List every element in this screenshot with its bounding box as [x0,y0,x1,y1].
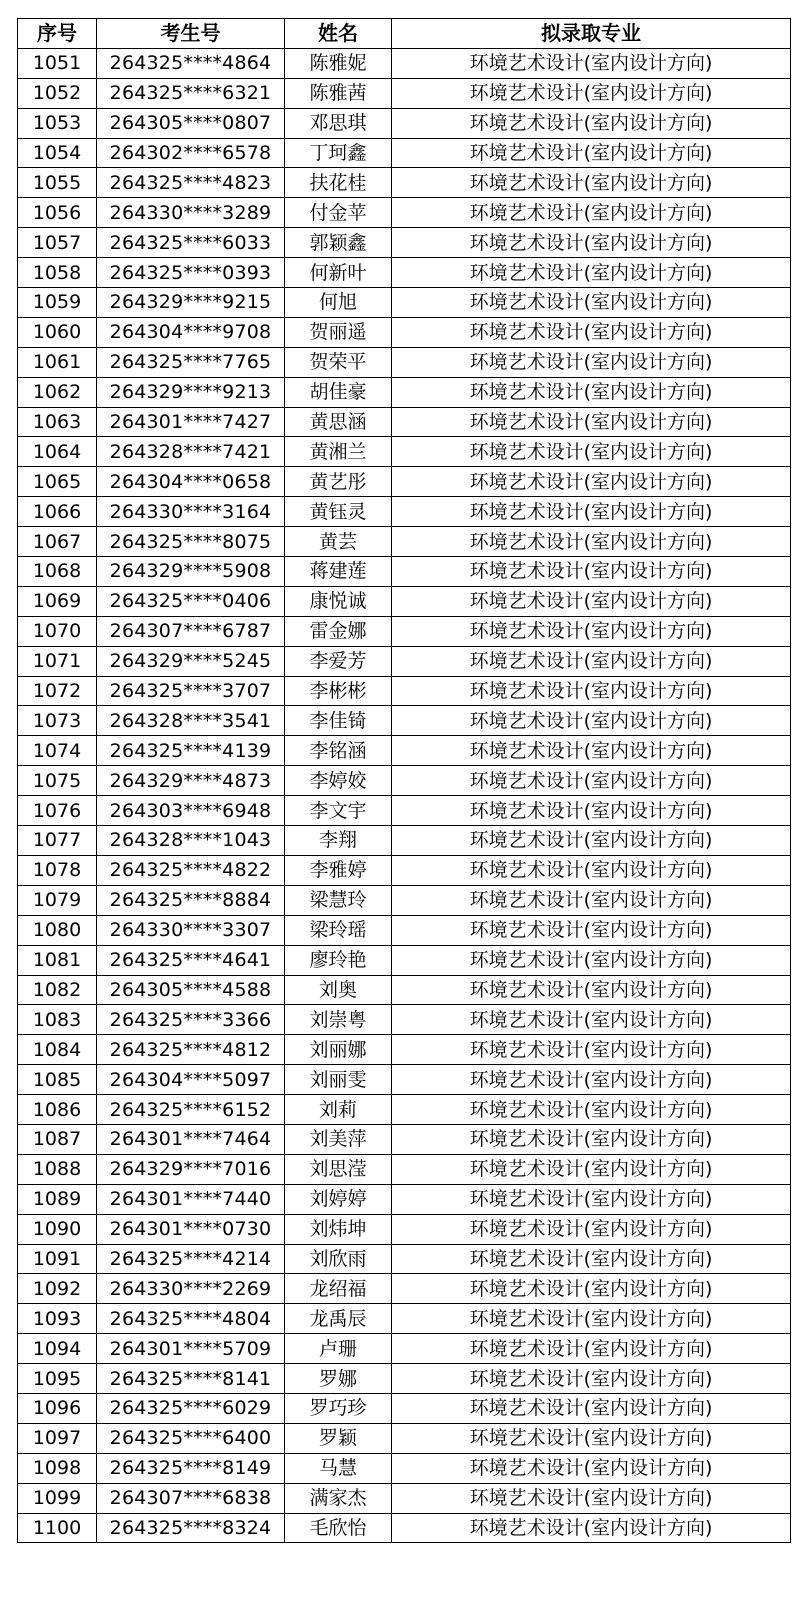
major-cell: 环境艺术设计(室内设计方向) [392,407,791,437]
student-name-cell: 邓思琪 [285,108,392,138]
major-cell: 环境艺术设计(室内设计方向) [392,646,791,676]
candidate-number-cell: 264329****4873 [97,766,285,796]
student-name-cell: 毛欣怡 [285,1513,392,1543]
candidate-number-cell: 264329****5908 [97,557,285,587]
student-name-cell: 何新叶 [285,258,392,288]
table-row [18,1513,791,1543]
table-header [18,19,791,49]
student-name-cell: 李翔 [285,826,392,856]
table-row [18,198,791,228]
table-row [18,437,791,467]
header-serial-number: 序号 [18,19,97,49]
table-row [18,1364,791,1394]
candidate-number-cell: 264325****8075 [97,527,285,557]
serial-number-cell: 1091 [18,1244,97,1274]
serial-number-cell: 1098 [18,1453,97,1483]
major-cell: 环境艺术设计(室内设计方向) [392,1513,791,1543]
student-name-cell: 黄思涵 [285,407,392,437]
table-row [18,138,791,168]
major-cell: 环境艺术设计(室内设计方向) [392,1244,791,1274]
major-cell: 环境艺术设计(室内设计方向) [392,317,791,347]
candidate-number-cell: 264325****7765 [97,347,285,377]
student-name-cell: 李婷姣 [285,766,392,796]
table-row [18,646,791,676]
table-row [18,228,791,258]
candidate-number-cell: 264301****7440 [97,1184,285,1214]
candidate-number-cell: 264307****6787 [97,616,285,646]
student-name-cell: 刘婷婷 [285,1184,392,1214]
student-name-cell: 胡佳豪 [285,377,392,407]
major-cell: 环境艺术设计(室内设计方向) [392,78,791,108]
serial-number-cell: 1087 [18,1124,97,1154]
table-row [18,1214,791,1244]
major-cell: 环境艺术设计(室内设计方向) [392,1124,791,1154]
major-cell: 环境艺术设计(室内设计方向) [392,1005,791,1035]
student-name-cell: 黄湘兰 [285,437,392,467]
table-row [18,796,791,826]
candidate-number-cell: 264325****4823 [97,168,285,198]
candidate-number-cell: 264328****3541 [97,706,285,736]
serial-number-cell: 1063 [18,407,97,437]
student-name-cell: 刘奥 [285,975,392,1005]
table-row [18,616,791,646]
serial-number-cell: 1051 [18,48,97,78]
student-name-cell: 丁珂鑫 [285,138,392,168]
student-name-cell: 陈雅妮 [285,48,392,78]
candidate-number-cell: 264325****4822 [97,855,285,885]
student-name-cell: 黄钰灵 [285,497,392,527]
major-cell: 环境艺术设计(室内设计方向) [392,228,791,258]
table-row [18,48,791,78]
table-row [18,1065,791,1095]
serial-number-cell: 1067 [18,527,97,557]
major-cell: 环境艺术设计(室内设计方向) [392,706,791,736]
table-row [18,78,791,108]
serial-number-cell: 1081 [18,945,97,975]
serial-number-cell: 1052 [18,78,97,108]
student-name-cell: 梁玲瑶 [285,915,392,945]
candidate-number-cell: 264301****5709 [97,1334,285,1364]
candidate-number-cell: 264301****0730 [97,1214,285,1244]
candidate-number-cell: 264325****6029 [97,1393,285,1423]
student-name-cell: 扶花桂 [285,168,392,198]
serial-number-cell: 1075 [18,766,97,796]
major-cell: 环境艺术设计(室内设计方向) [392,48,791,78]
student-name-cell: 马慧 [285,1453,392,1483]
major-cell: 环境艺术设计(室内设计方向) [392,826,791,856]
serial-number-cell: 1099 [18,1483,97,1513]
table-row [18,258,791,288]
serial-number-cell: 1082 [18,975,97,1005]
serial-number-cell: 1097 [18,1423,97,1453]
student-name-cell: 卢珊 [285,1334,392,1364]
student-name-cell: 廖玲艳 [285,945,392,975]
table-row [18,1274,791,1304]
serial-number-cell: 1070 [18,616,97,646]
major-cell: 环境艺术设计(室内设计方向) [392,586,791,616]
candidate-number-cell: 264325****6400 [97,1423,285,1453]
major-cell: 环境艺术设计(室内设计方向) [392,885,791,915]
major-cell: 环境艺术设计(室内设计方向) [392,377,791,407]
student-name-cell: 刘莉 [285,1095,392,1125]
table-row [18,1483,791,1513]
serial-number-cell: 1089 [18,1184,97,1214]
student-name-cell: 贺丽遥 [285,317,392,347]
admission-table [17,18,791,1543]
student-name-cell: 刘丽雯 [285,1065,392,1095]
student-name-cell: 贺荣平 [285,347,392,377]
major-cell: 环境艺术设计(室内设计方向) [392,945,791,975]
table-row [18,706,791,736]
table-row [18,1154,791,1184]
student-name-cell: 李佳锜 [285,706,392,736]
student-name-cell: 付金苹 [285,198,392,228]
major-cell: 环境艺术设计(室内设计方向) [392,1154,791,1184]
table-row [18,1035,791,1065]
candidate-number-cell: 264325****4214 [97,1244,285,1274]
serial-number-cell: 1058 [18,258,97,288]
student-name-cell: 雷金娜 [285,616,392,646]
candidate-number-cell: 264329****9213 [97,377,285,407]
header-row [18,19,791,49]
student-name-cell: 刘丽娜 [285,1035,392,1065]
table-row [18,527,791,557]
candidate-number-cell: 264325****6152 [97,1095,285,1125]
major-cell: 环境艺术设计(室内设计方向) [392,1065,791,1095]
candidate-number-cell: 264325****3366 [97,1005,285,1035]
major-cell: 环境艺术设计(室内设计方向) [392,467,791,497]
candidate-number-cell: 264305****4588 [97,975,285,1005]
table-row [18,1453,791,1483]
serial-number-cell: 1080 [18,915,97,945]
header-major: 拟录取专业 [392,19,791,49]
major-cell: 环境艺术设计(室内设计方向) [392,437,791,467]
table-row [18,557,791,587]
table-row [18,1095,791,1125]
student-name-cell: 陈雅茜 [285,78,392,108]
table-row [18,1124,791,1154]
student-name-cell: 满家杰 [285,1483,392,1513]
serial-number-cell: 1069 [18,586,97,616]
candidate-number-cell: 264307****6838 [97,1483,285,1513]
candidate-number-cell: 264305****0807 [97,108,285,138]
candidate-number-cell: 264325****8149 [97,1453,285,1483]
major-cell: 环境艺术设计(室内设计方向) [392,1274,791,1304]
serial-number-cell: 1072 [18,676,97,706]
serial-number-cell: 1079 [18,885,97,915]
major-cell: 环境艺术设计(室内设计方向) [392,1483,791,1513]
table-row [18,407,791,437]
candidate-number-cell: 264329****5245 [97,646,285,676]
major-cell: 环境艺术设计(室内设计方向) [392,138,791,168]
candidate-number-cell: 264303****6948 [97,796,285,826]
student-name-cell: 刘欣雨 [285,1244,392,1274]
candidate-number-cell: 264325****0406 [97,586,285,616]
serial-number-cell: 1068 [18,557,97,587]
table-row [18,1184,791,1214]
major-cell: 环境艺术设计(室内设计方向) [392,796,791,826]
candidate-number-cell: 264329****7016 [97,1154,285,1184]
serial-number-cell: 1083 [18,1005,97,1035]
student-name-cell: 龙禹辰 [285,1304,392,1334]
major-cell: 环境艺术设计(室内设计方向) [392,108,791,138]
student-name-cell: 罗颖 [285,1423,392,1453]
candidate-number-cell: 264330****3164 [97,497,285,527]
table-row [18,108,791,138]
table-row [18,945,791,975]
candidate-number-cell: 264325****8141 [97,1364,285,1394]
candidate-number-cell: 264301****7464 [97,1124,285,1154]
major-cell: 环境艺术设计(室内设计方向) [392,1214,791,1244]
serial-number-cell: 1086 [18,1095,97,1125]
table-row [18,975,791,1005]
major-cell: 环境艺术设计(室内设计方向) [392,168,791,198]
header-name: 姓名 [285,19,392,49]
serial-number-cell: 1084 [18,1035,97,1065]
candidate-number-cell: 264325****4641 [97,945,285,975]
major-cell: 环境艺术设计(室内设计方向) [392,497,791,527]
student-name-cell: 刘炜坤 [285,1214,392,1244]
major-cell: 环境艺术设计(室内设计方向) [392,1364,791,1394]
serial-number-cell: 1074 [18,736,97,766]
table-row [18,766,791,796]
major-cell: 环境艺术设计(室内设计方向) [392,1304,791,1334]
student-name-cell: 李爱芳 [285,646,392,676]
student-name-cell: 罗巧珍 [285,1393,392,1423]
candidate-number-cell: 264328****7421 [97,437,285,467]
student-name-cell: 罗娜 [285,1364,392,1394]
major-cell: 环境艺术设计(室内设计方向) [392,1095,791,1125]
table-row [18,855,791,885]
candidate-number-cell: 264329****9215 [97,288,285,318]
candidate-number-cell: 264325****4139 [97,736,285,766]
serial-number-cell: 1055 [18,168,97,198]
candidate-number-cell: 264325****6321 [97,78,285,108]
serial-number-cell: 1064 [18,437,97,467]
table-row [18,347,791,377]
major-cell: 环境艺术设计(室内设计方向) [392,1453,791,1483]
candidate-number-cell: 264325****3707 [97,676,285,706]
candidate-number-cell: 264304****0658 [97,467,285,497]
table-row [18,377,791,407]
serial-number-cell: 1062 [18,377,97,407]
student-name-cell: 黄艺彤 [285,467,392,497]
serial-number-cell: 1100 [18,1513,97,1543]
student-name-cell: 龙绍福 [285,1274,392,1304]
serial-number-cell: 1088 [18,1154,97,1184]
table-row [18,1304,791,1334]
major-cell: 环境艺术设计(室内设计方向) [392,915,791,945]
serial-number-cell: 1057 [18,228,97,258]
table-row [18,1244,791,1274]
table-row [18,288,791,318]
student-name-cell: 李彬彬 [285,676,392,706]
student-name-cell: 刘美萍 [285,1124,392,1154]
major-cell: 环境艺术设计(室内设计方向) [392,676,791,706]
student-name-cell: 刘思滢 [285,1154,392,1184]
major-cell: 环境艺术设计(室内设计方向) [392,855,791,885]
major-cell: 环境艺术设计(室内设计方向) [392,1423,791,1453]
candidate-number-cell: 264302****6578 [97,138,285,168]
major-cell: 环境艺术设计(室内设计方向) [392,975,791,1005]
student-name-cell: 何旭 [285,288,392,318]
table-row [18,826,791,856]
serial-number-cell: 1085 [18,1065,97,1095]
major-cell: 环境艺术设计(室内设计方向) [392,198,791,228]
table-body [18,48,791,1543]
serial-number-cell: 1078 [18,855,97,885]
table-row [18,1334,791,1364]
serial-number-cell: 1076 [18,796,97,826]
serial-number-cell: 1066 [18,497,97,527]
serial-number-cell: 1071 [18,646,97,676]
serial-number-cell: 1054 [18,138,97,168]
student-name-cell: 梁慧玲 [285,885,392,915]
major-cell: 环境艺术设计(室内设计方向) [392,1035,791,1065]
serial-number-cell: 1096 [18,1393,97,1423]
table-row [18,586,791,616]
serial-number-cell: 1056 [18,198,97,228]
major-cell: 环境艺术设计(室内设计方向) [392,1393,791,1423]
candidate-number-cell: 264325****8884 [97,885,285,915]
candidate-number-cell: 264304****5097 [97,1065,285,1095]
major-cell: 环境艺术设计(室内设计方向) [392,258,791,288]
candidate-number-cell: 264301****7427 [97,407,285,437]
table-row [18,1393,791,1423]
serial-number-cell: 1053 [18,108,97,138]
serial-number-cell: 1059 [18,288,97,318]
student-name-cell: 郭颖鑫 [285,228,392,258]
table-row [18,168,791,198]
serial-number-cell: 1094 [18,1334,97,1364]
student-name-cell: 刘崇粤 [285,1005,392,1035]
candidate-number-cell: 264325****4864 [97,48,285,78]
candidate-number-cell: 264304****9708 [97,317,285,347]
candidate-number-cell: 264330****3307 [97,915,285,945]
serial-number-cell: 1092 [18,1274,97,1304]
candidate-number-cell: 264325****8324 [97,1513,285,1543]
table-row [18,317,791,347]
candidate-number-cell: 264330****2269 [97,1274,285,1304]
table-row [18,497,791,527]
student-name-cell: 康悦诚 [285,586,392,616]
table-row [18,1005,791,1035]
major-cell: 环境艺术设计(室内设计方向) [392,1184,791,1214]
candidate-number-cell: 264325****4812 [97,1035,285,1065]
serial-number-cell: 1061 [18,347,97,377]
serial-number-cell: 1095 [18,1364,97,1394]
serial-number-cell: 1065 [18,467,97,497]
header-candidate-number: 考生号 [97,19,285,49]
table-row [18,676,791,706]
table-row [18,885,791,915]
table-row [18,915,791,945]
major-cell: 环境艺术设计(室内设计方向) [392,1334,791,1364]
major-cell: 环境艺术设计(室内设计方向) [392,288,791,318]
candidate-number-cell: 264328****1043 [97,826,285,856]
admission-list-sheet [17,18,791,1543]
candidate-number-cell: 264325****4804 [97,1304,285,1334]
student-name-cell: 蒋建莲 [285,557,392,587]
major-cell: 环境艺术设计(室内设计方向) [392,557,791,587]
serial-number-cell: 1090 [18,1214,97,1244]
major-cell: 环境艺术设计(室内设计方向) [392,736,791,766]
candidate-number-cell: 264325****6033 [97,228,285,258]
serial-number-cell: 1073 [18,706,97,736]
major-cell: 环境艺术设计(室内设计方向) [392,527,791,557]
candidate-number-cell: 264330****3289 [97,198,285,228]
major-cell: 环境艺术设计(室内设计方向) [392,766,791,796]
serial-number-cell: 1093 [18,1304,97,1334]
student-name-cell: 李铭涵 [285,736,392,766]
table-row [18,736,791,766]
candidate-number-cell: 264325****0393 [97,258,285,288]
table-row [18,467,791,497]
major-cell: 环境艺术设计(室内设计方向) [392,616,791,646]
table-row [18,1423,791,1453]
student-name-cell: 黄芸 [285,527,392,557]
student-name-cell: 李雅婷 [285,855,392,885]
serial-number-cell: 1060 [18,317,97,347]
student-name-cell: 李文宇 [285,796,392,826]
major-cell: 环境艺术设计(室内设计方向) [392,347,791,377]
serial-number-cell: 1077 [18,826,97,856]
